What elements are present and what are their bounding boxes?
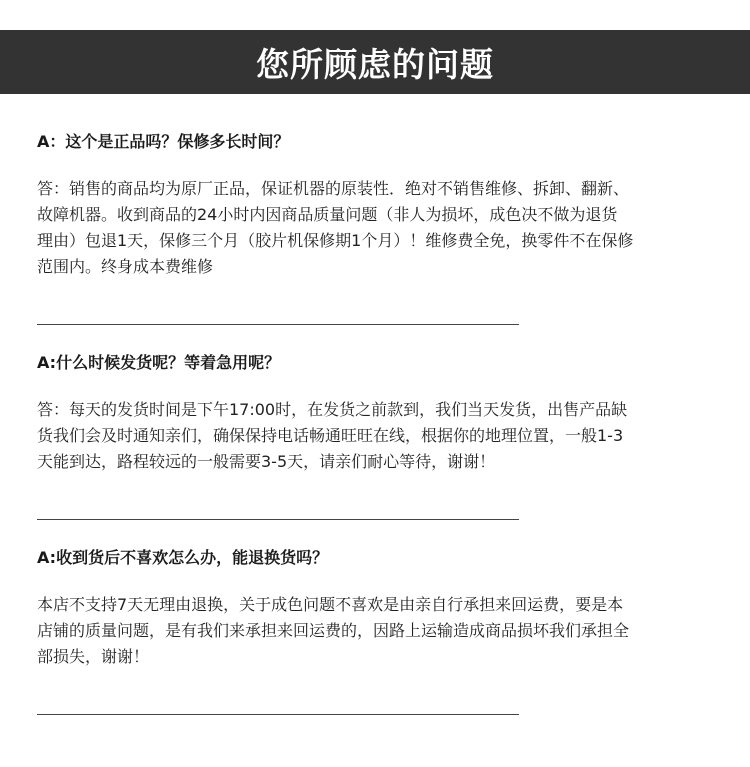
answer-line: 货我们会及时通知亲们，确保保持电话畅通旺旺在线，根据你的地理位置，一般1-3 [37,426,624,445]
answer-line: 答：每天的发货时间是下午17:00时，在发货之前款到，我们当天发货，出售产品缺 [37,400,628,419]
answer-line: 范围内。终身成本费维修 [37,257,214,276]
answer-text [37,592,727,670]
answer-line: 部损失，谢谢！ [37,647,150,666]
answer-line: 答：销售的商品均为原厂正品，保证机器的原装性．绝对不销售维修、拆卸、翻新、 [37,179,630,198]
question-text: A:什么时候发货呢？等着急用呢？ [37,353,281,372]
qa-item-returns [37,544,727,715]
answer-text [37,176,727,280]
faq-content [37,128,727,715]
qa-item-shipping [37,349,727,520]
question-text: A:收到货后不喜欢怎么办，能退换货吗？ [37,548,329,567]
answer-line: 天能到达，路程较远的一般需要3-5天，请亲们耐心等待，谢谢！ [37,452,496,471]
section-divider [37,714,519,715]
section-divider [37,519,519,520]
page-title: 您所顾虑的问题 [256,44,494,84]
qa-item-authenticity [37,128,727,325]
answer-line: 理由）包退1天，保修三个月（胶片机保修期1个月）！维修费全免，换零件不在保修 [37,231,634,250]
answer-text [37,397,727,475]
section-divider [37,324,519,325]
header-banner [0,30,750,94]
answer-line: 故障机器。收到商品的24小时内因商品质量问题（非人为损坏，成色决不做为退货 [37,205,618,224]
answer-line: 店铺的质量问题，是有我们来承担来回运费的，因路上运输造成商品损坏我们承担全 [37,621,630,640]
answer-line: 本店不支持7天无理由退换，关于成色问题不喜欢是由亲自行承担来回运费，要是本 [37,595,624,614]
question-text: A：这个是正品吗？保修多长时间？ [37,132,290,151]
